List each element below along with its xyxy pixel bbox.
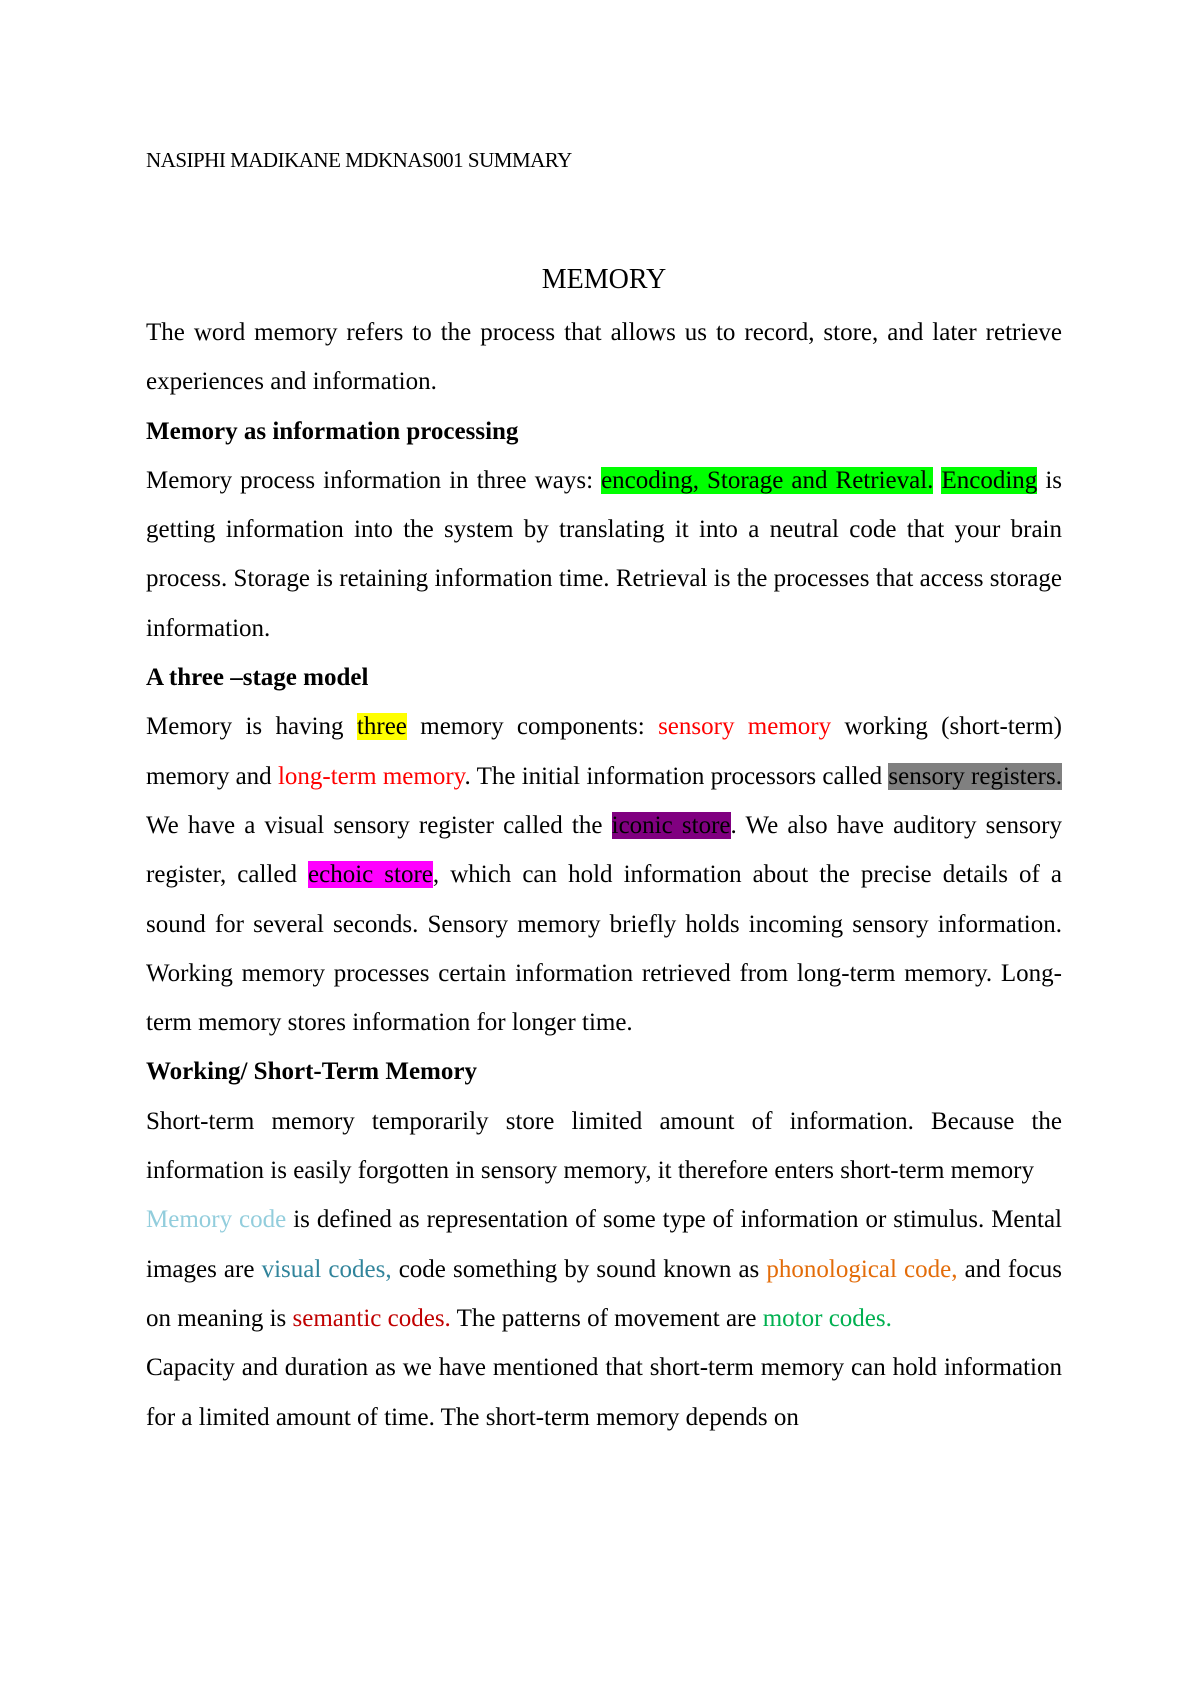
text-run: , which can hold information about the precise details of a sound for several seconds. Sensory memory briefly holds incoming sensory information. Working memory processes certain information retrieved from long-term memory. Long-term memory stores information for longer time. (146, 861, 1062, 1037)
section-heading-three-stage-model: A three –stage model (146, 664, 369, 692)
information-processing-paragraph (146, 456, 1062, 653)
text-run: . The initial information processors called (464, 762, 889, 790)
term-memory-code: Memory code (146, 1206, 287, 1234)
term-motor-codes: motor codes. (762, 1304, 892, 1332)
document-header: NASIPHI MADIKANE MDKNAS001 SUMMARY (146, 148, 572, 172)
highlight-iconic-store: iconic store (611, 811, 731, 839)
section-heading-short-term-memory: Working/ Short-Term Memory (146, 1058, 477, 1086)
text-run: Memory process information in three ways: (146, 466, 602, 494)
highlight-sensory-registers: sensory registers. (888, 762, 1062, 790)
text-run: memory components: (406, 713, 659, 741)
short-term-memory-paragraph: Short-term memory temporarily store limited amount of information. Because the information is easily forgotten in sensory memory, it therefore enters short-term memory (146, 1107, 1062, 1185)
text-run: and focus on meaning is (146, 1255, 1062, 1332)
text-run: We have a visual sensory register called the (146, 811, 612, 839)
text-run: The patterns of movement are (450, 1304, 763, 1332)
term-semantic-codes: semantic codes. (292, 1304, 451, 1332)
text-run: . We also have auditory sensory register, called (146, 811, 1062, 889)
term-visual-codes: visual codes, (261, 1255, 392, 1283)
highlight-three-ways: encoding, Storage and Retrieval. (601, 466, 934, 494)
term-phonological-code: phonological code, (766, 1255, 958, 1283)
text-run: code something by sound known as (391, 1255, 767, 1283)
term-long-term-memory: long-term memory (277, 762, 465, 790)
three-stage-model-paragraph (146, 702, 1062, 1047)
section-heading-information-processing: Memory as information processing (146, 417, 519, 445)
highlight-echoic-store: echoic store (308, 861, 433, 889)
text-run: is getting information into the system by translating it into a neutral code that your brain process. Storage is retaining information time. Retrieval is the processes that access storage information. (146, 466, 1062, 642)
text-run: is defined as representation of some type of information or stimulus. Mental images are (146, 1206, 1063, 1283)
memory-code-paragraph (146, 1195, 1062, 1343)
term-sensory-memory: sensory memory (658, 713, 832, 741)
page-title: MEMORY (541, 264, 667, 295)
intro-paragraph: The word memory refers to the process that allows us to record, store, and later retrieve experiences and information. (146, 319, 1062, 396)
text-run: working (short-term) memory and (146, 713, 1062, 790)
text-run: Memory is having (146, 713, 357, 741)
highlight-encoding: Encoding (941, 466, 1038, 494)
capacity-duration-paragraph: Capacity and duration as we have mentioned that short-term memory can hold information for a limited amount of time. The short-term memory depends on (146, 1354, 1062, 1431)
document-body (146, 140, 1062, 1442)
highlight-three: three (356, 713, 407, 741)
